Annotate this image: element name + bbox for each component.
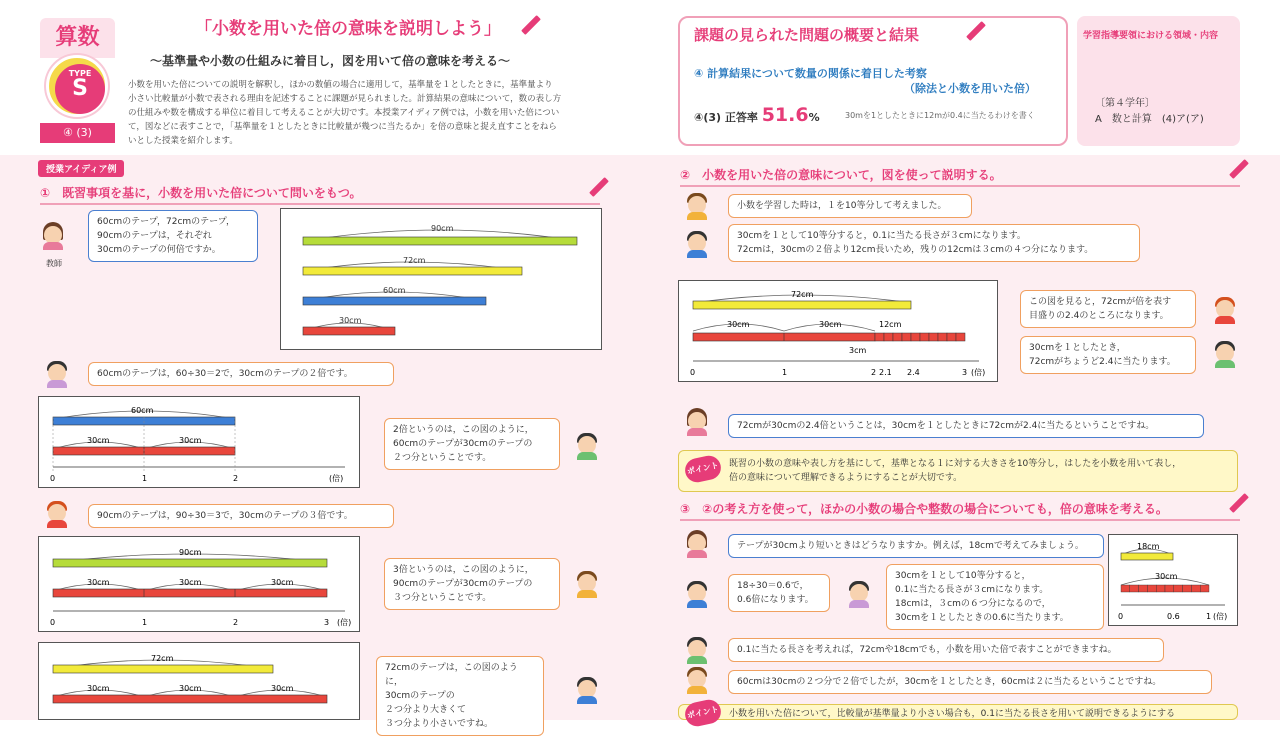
svg-text:(倍): (倍) bbox=[971, 368, 986, 377]
tape-72 bbox=[303, 267, 522, 275]
point-box-2: ポイント 小数を用いた倍について，比較量が基準量より小さい場合も，0.1に当たる長さを用いて説明できるようにする bbox=[678, 704, 1238, 720]
svg-text:30cm: 30cm bbox=[819, 320, 842, 329]
tape-72 bbox=[53, 665, 273, 673]
diagram-72cm-decimal bbox=[678, 280, 998, 382]
svg-text:(倍): (倍) bbox=[337, 618, 352, 627]
right-bubble-1: 小数を学習した時は，１を10等分して考えました。 bbox=[728, 194, 972, 218]
svg-text:0: 0 bbox=[690, 368, 696, 377]
svg-text:1: 1 bbox=[142, 474, 148, 483]
result-summary-box bbox=[678, 16, 1068, 146]
tape-30 bbox=[303, 327, 395, 335]
point-box: ポイント 既習の小数の意味や表し方を基にして，基準となる１に対する大きさを10等分し，はしたを小数を用いて表し， 倍の意味について理解できるようにすることが大切です。 bbox=[678, 450, 1238, 492]
svg-text:2.1: 2.1 bbox=[879, 368, 892, 377]
subject-label: 算数 bbox=[40, 18, 115, 58]
correct-rate-value: 51.6 bbox=[761, 104, 809, 126]
explain-bubble-1: 2倍というのは，この図のように， 60cmのテープが30cmのテープの ２つ分ということです。 bbox=[384, 418, 560, 470]
student-avatar bbox=[44, 500, 70, 526]
question-number-tag: ④ (3) bbox=[40, 123, 115, 143]
teacher-role-label: 教師 bbox=[46, 259, 62, 268]
svg-text:2.4: 2.4 bbox=[907, 368, 920, 377]
svg-text:1: 1 bbox=[142, 618, 148, 627]
tape-90 bbox=[53, 559, 327, 567]
svg-text:1: 1 bbox=[782, 368, 788, 377]
student-avatar bbox=[684, 580, 710, 606]
curriculum-guide-box bbox=[1077, 16, 1240, 146]
diagram-60cm bbox=[38, 396, 360, 488]
svg-text:3: 3 bbox=[962, 368, 968, 377]
right-bubble-4: 30cmを１としたとき， 72cmがちょうど2.4に当たります。 bbox=[1020, 336, 1196, 374]
svg-text:0: 0 bbox=[1118, 612, 1124, 621]
right-bubble-3: この図を見ると，72cmが倍を表す 目盛りの2.4のところになります。 bbox=[1020, 290, 1196, 328]
tape-18 bbox=[1121, 553, 1173, 560]
svg-text:3: 3 bbox=[324, 618, 330, 627]
point-badge: ポイント bbox=[683, 454, 723, 485]
page-title: 「小数を用いた倍の意味を説明しよう」 bbox=[195, 19, 501, 39]
teacher-avatar bbox=[40, 222, 66, 248]
section-3-heading: ③ ②の考え方を使って，ほかの小数の場合や整数の場合についても，倍の意味を考える。 bbox=[680, 500, 1240, 521]
diagram-72cm-svg bbox=[39, 643, 361, 721]
teacher-question-bubble: 60cmのテープ，72cmのテープ， 90cmのテープは，それぞれ 30cmのテープの何倍ですか。 bbox=[88, 210, 258, 262]
student-avatar bbox=[574, 570, 600, 596]
svg-text:1: 1 bbox=[1206, 612, 1212, 621]
svg-text:30cm: 30cm bbox=[1155, 572, 1178, 581]
tape-60-label: 60cm bbox=[383, 286, 406, 295]
svg-text:3cm: 3cm bbox=[849, 346, 867, 355]
svg-text:0: 0 bbox=[50, 618, 56, 627]
type-badge bbox=[46, 55, 108, 117]
tape-comparison-diagram bbox=[280, 208, 602, 350]
right-bubble-10: 60cmは30cmの２つ分で２倍でしたが，30cmを１としたとき，60cmは２に当たるということですね。 bbox=[728, 670, 1212, 694]
student-avatar bbox=[684, 230, 710, 256]
student-avatar bbox=[44, 360, 70, 386]
svg-text:30cm: 30cm bbox=[271, 578, 294, 587]
tenth-segments bbox=[875, 333, 965, 341]
student-avatar bbox=[1212, 296, 1238, 322]
svg-text:72cm: 72cm bbox=[791, 290, 814, 299]
svg-text:30cm: 30cm bbox=[727, 320, 750, 329]
tape-30x3 bbox=[53, 589, 327, 597]
svg-text:(倍): (倍) bbox=[1213, 612, 1228, 621]
diagram-72cm-decimal-svg bbox=[679, 281, 999, 383]
svg-text:30cm: 30cm bbox=[179, 684, 202, 693]
intro-text: 小数を用いた倍についての説明を解釈し，ほかの数値の場合に適用して，基準量を１としたときに，基準量より 小さい比較量が小数で表される理由を記述することに課題が見られました。計算結果の意味について，数の表し方 の仕組みや数を構成する単位に着目して考えることが大切です。本授業アイディア例では，小数を用いた倍につい て，図などに表すことで，「基準量を１としたときに比較量が幾つに当たるか」を倍の意味と捉え直すことをねら いとした授業を紹介します。 bbox=[128, 80, 562, 146]
svg-text:30cm: 30cm bbox=[179, 578, 202, 587]
diagram-90cm-svg bbox=[39, 537, 361, 633]
svg-text:0: 0 bbox=[50, 474, 56, 483]
right-bubble-7: 18÷30＝0.6で， 0.6倍になります。 bbox=[728, 574, 830, 612]
tenth-segments bbox=[1121, 585, 1209, 592]
svg-text:60cm: 60cm bbox=[131, 406, 154, 415]
explain-bubble-2: 3倍というのは，この図のように， 90cmのテープが30cmのテープの ３つ分ということです。 bbox=[384, 558, 560, 610]
right-bubble-8: 30cmを１として10等分すると， 0.1に当たる長さが３cmになります。 18cmは，３cmの６つ分になるので， 30cmを１としたときの0.6に当たります。 bbox=[886, 564, 1104, 630]
section-2-heading: ② 小数を用いた倍の意味について，図を使って説明する。 bbox=[680, 166, 1240, 187]
student-answer-bubble-2: 90cmのテープは，90÷30＝3で，30cmのテープの３倍です。 bbox=[88, 504, 394, 528]
student-avatar bbox=[574, 676, 600, 702]
tape-30-label: 30cm bbox=[339, 316, 362, 325]
tape-90 bbox=[303, 237, 577, 245]
svg-text:18cm: 18cm bbox=[1137, 542, 1160, 551]
teacher-avatar bbox=[684, 530, 710, 556]
tape-30x3 bbox=[53, 695, 327, 703]
tape-comparison-svg bbox=[281, 209, 603, 351]
right-bubble-2: 30cmを１として10等分すると，0.1に当たる長さが３cmになります。 72cmは，30cmの２倍より12cm長いため，残りの12cmは３cmの４つ分になります。 bbox=[728, 224, 1140, 262]
svg-text:72cm: 72cm bbox=[151, 654, 174, 663]
svg-text:2: 2 bbox=[233, 474, 239, 483]
svg-text:30cm: 30cm bbox=[87, 578, 110, 587]
svg-text:0.6: 0.6 bbox=[1167, 612, 1180, 621]
section-1-heading: ① 既習事項を基に，小数を用いた倍について問いをもつ。 bbox=[40, 184, 600, 205]
diagram-18cm-svg bbox=[1109, 535, 1239, 627]
diagram-60cm-svg bbox=[39, 397, 361, 489]
svg-text:30cm: 30cm bbox=[87, 436, 110, 445]
tape-72 bbox=[693, 301, 911, 309]
svg-text:(倍): (倍) bbox=[329, 474, 344, 483]
student-avatar bbox=[684, 192, 710, 218]
tape-60 bbox=[303, 297, 486, 305]
teacher-avatar bbox=[684, 408, 710, 434]
guide-title: 学習指導要領における領域・内容 bbox=[1083, 31, 1219, 41]
pencil-icon bbox=[966, 21, 986, 41]
teacher-bubble-2: 72cmが30cmの2.4倍ということは，30cmを１としたときに72cmが2.4に当たるということですね。 bbox=[728, 414, 1204, 438]
svg-text:30cm: 30cm bbox=[271, 684, 294, 693]
type-label: TYPE bbox=[68, 69, 92, 78]
correct-rate: ④(3) 正答率 51.6% bbox=[694, 104, 820, 126]
svg-text:90cm: 90cm bbox=[179, 548, 202, 557]
svg-text:2: 2 bbox=[233, 618, 239, 627]
right-bubble-9: 0.1に当たる長さを考えれば，72cmや18cmでも，小数を用いた倍で表すことができますね。 bbox=[728, 638, 1164, 662]
tape-72-label: 72cm bbox=[403, 256, 426, 265]
pencil-icon bbox=[521, 15, 541, 35]
diagram-72cm bbox=[38, 642, 360, 720]
student-avatar bbox=[846, 580, 872, 606]
explain-bubble-3: 72cmのテープは，この図のように， 30cmのテープの ２つ分より大きくて ３つ分より小さいですね。 bbox=[376, 656, 544, 736]
svg-text:12cm: 12cm bbox=[879, 320, 902, 329]
diagram-18cm bbox=[1108, 534, 1238, 626]
page-header bbox=[0, 0, 1280, 155]
student-avatar bbox=[1212, 340, 1238, 366]
student-answer-bubble-1: 60cmのテープは，60÷30＝2で，30cmのテープの２倍です。 bbox=[88, 362, 394, 386]
page-subtitle: ～基準量や小数の仕組みに着目し，図を用いて倍の意味を考える～ bbox=[150, 54, 511, 68]
type-letter: S bbox=[72, 76, 88, 101]
student-avatar bbox=[684, 666, 710, 692]
tape-90-label: 90cm bbox=[431, 224, 454, 233]
student-avatar bbox=[574, 432, 600, 458]
result-title: 課題の見られた問題の概要と結果 bbox=[694, 26, 920, 44]
diagram-90cm bbox=[38, 536, 360, 632]
point-badge: ポイント bbox=[683, 698, 723, 729]
svg-text:2: 2 bbox=[871, 368, 877, 377]
teacher-bubble-3: テープが30cmより短いときはどうなりますか。例えば，18cmで考えてみましょう。 bbox=[728, 534, 1104, 558]
idea-tag: 授業アイディア例 bbox=[38, 160, 124, 177]
svg-text:30cm: 30cm bbox=[87, 684, 110, 693]
svg-text:30cm: 30cm bbox=[179, 436, 202, 445]
rate-note: 30mを1としたときに12mが0.4に当たるわけを書く bbox=[845, 111, 1035, 120]
guide-body: 〔第４学年〕 A 数と計算 (4)ア(ア) bbox=[1095, 98, 1204, 125]
result-item: ④ 計算結果について数量の関係に着目した考察 （除法と小数を用いた倍） bbox=[694, 67, 1036, 95]
student-avatar bbox=[684, 636, 710, 662]
